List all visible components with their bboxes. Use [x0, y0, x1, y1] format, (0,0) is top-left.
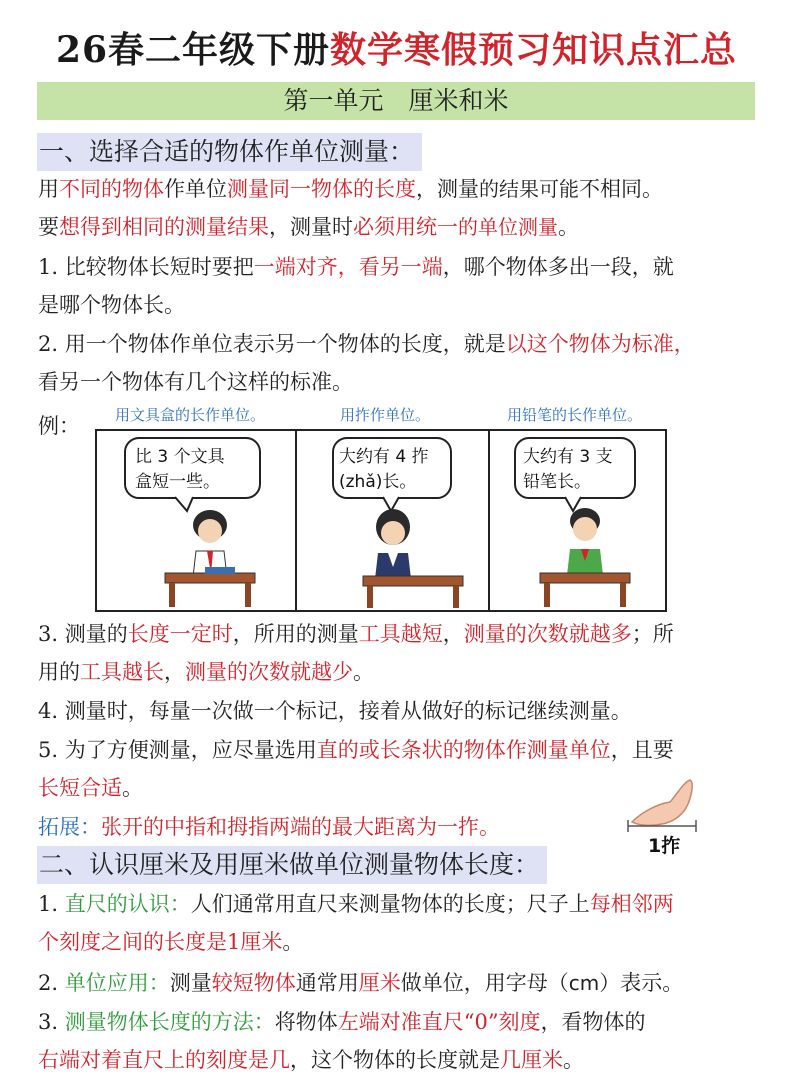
s2-item1-line1: 1. 直尺的认识：人们通常用直尺来测量物体的长度；尺子上每相邻两 [38, 892, 674, 916]
s2-item2: 2. 单位应用：测量较短物体通常用厘米做单位，用字母（cm）表示。 [38, 971, 684, 995]
bubble-1-line-1: 比 3 个文具 [135, 447, 225, 467]
section2-heading: 二、认识厘米及用厘米做单位测量物体长度： [37, 846, 547, 884]
hand-span-icon [622, 772, 702, 862]
item5-line2: 长短合适。 [38, 776, 143, 800]
intro-line-1: 用不同的物体作单位测量同一物体的长度，测量的结果可能不相同。 [38, 177, 663, 201]
bubble-3-line-1: 大约有 3 支 [523, 447, 613, 467]
item3-line2: 用的工具越长，测量的次数就越少。 [38, 660, 374, 684]
example-label: 例： [38, 414, 80, 438]
unit-heading: 第一单元 厘米和米 [37, 82, 755, 120]
item1-line1: 1. 比较物体长短时要把一端对齐，看另一端，哪个物体多出一段，就 [38, 255, 674, 279]
caption-3: 用铅笔的长作单位。 [507, 406, 643, 424]
page-title [0, 22, 793, 73]
extension-label: 拓展： [38, 815, 101, 839]
s2-item1-line2: 个刻度之间的长度是1厘米。 [38, 930, 304, 954]
bubble-2-line-1: 大约有 4 拃 [339, 447, 429, 467]
title-topic: 数学寒假预习知识点汇总 [330, 29, 738, 71]
bubble-3-line-2: 铅笔长。 [523, 472, 591, 492]
section1-heading: 一、选择合适的物体作单位测量： [37, 133, 422, 171]
item2-line1: 2. 用一个物体作单位表示另一个物体的长度，就是以这个物体为标准， [38, 332, 695, 356]
item4: 4. 测量时，每量一次做一个标记，接着从做好的标记继续测量。 [38, 699, 632, 723]
caption-1: 用文具盒的长作单位。 [115, 406, 266, 424]
zha-label: 1拃 [648, 835, 681, 857]
title-grade: 26春二年级下册 [55, 29, 331, 71]
bubble-1-line-2: 盒短一些。 [135, 472, 220, 492]
intro-line-2: 要想得到相同的测量结果，测量时必须用统一的单位测量。 [38, 215, 579, 239]
s2-item3-line1: 3. 测量物体长度的方法：将物体左端对准直尺“0”刻度，看物体的 [38, 1010, 646, 1034]
item5-line1: 5. 为了方便测量，应尽量选用直的或长条状的物体作测量单位，且要 [38, 738, 674, 762]
s2-item3-line2: 右端对着直尺上的刻度是几，这个物体的长度就是几厘米。 [38, 1048, 584, 1072]
extension-text: 张开的中指和拇指两端的最大距离为一拃。 [101, 815, 500, 839]
caption-2: 用拃作单位。 [340, 406, 431, 424]
example-illustration [95, 429, 667, 612]
item2-line2: 看另一个物体有几个这样的标准。 [38, 370, 353, 394]
item1-line2: 是哪个物体长。 [38, 293, 185, 317]
bubble-2-line-2: (zhǎ)长。 [339, 472, 417, 492]
item3-line1: 3. 测量的长度一定时，所用的测量工具越短，测量的次数就越多；所 [38, 622, 674, 646]
extension-note [38, 808, 618, 846]
